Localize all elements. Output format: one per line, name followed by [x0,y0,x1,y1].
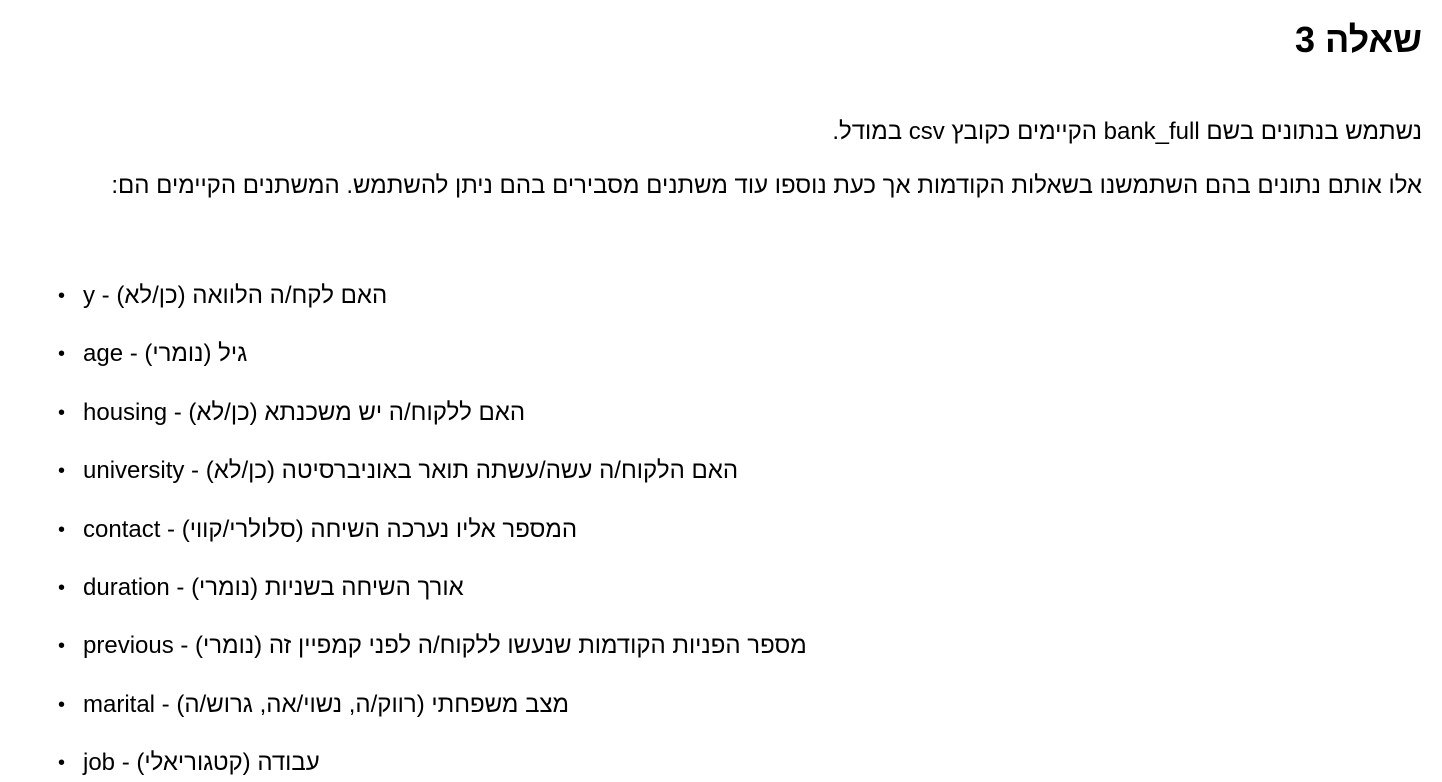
bullet-icon: • [58,401,66,424]
variable-description: contact - המספר אליו נערכה השיחה (סלולרי/קווי) [83,515,578,543]
variables-list [58,273,807,782]
list-item [58,682,807,740]
list-item [58,390,807,448]
page-title: שאלה 3 [1294,19,1422,60]
bullet-icon: • [58,752,66,775]
list-item [58,623,807,681]
bullet-icon: • [58,635,66,658]
bullet-icon: • [58,576,66,599]
bullet-icon: • [58,460,66,483]
bullet-icon: • [58,693,66,716]
list-item [58,273,807,331]
bullet-icon: • [58,285,66,307]
list-item [58,740,807,782]
bullet-icon: • [58,518,66,541]
bullet-icon: • [58,343,66,366]
list-item [58,448,807,506]
intro-paragraph: נשתמש בנתונים בשם bank_full הקיימים כקובץ csv במודל. [832,118,1422,145]
variable-description: previous - מספר הפניות הקודמות שנעשו ללקוח/ה לפני קמפיין זה (נומרי) [83,632,807,660]
variable-description: university - האם הלקוח/ה עשה/עשתה תואר באוניברסיטה (כן/לא) [83,457,739,485]
variable-description: duration - אורך השיחה בשניות (נומרי) [83,573,464,601]
variable-description: y - האם לקח/ה הלוואה (כן/לא) [83,282,388,309]
variable-description: age - גיל (נומרי) [83,340,248,368]
variable-description: job - עבודה (קטגוריאלי) [83,749,320,777]
variable-description: marital - מצב משפחתי (רווק/ה, נשוי/אה, גרוש/ה) [83,690,570,718]
variable-description: housing - האם ללקוח/ה יש משכנתא (כן/לא) [83,398,526,426]
list-item [58,565,807,623]
variables-paragraph: אלו אותם נתונים בהם השתמשנו בשאלות הקודמות אך כעת נוספו עוד משתנים מסבירים בהם ניתן להשתמש. המשתנים הקיימים הם: [111,172,1422,199]
list-item [58,331,807,389]
list-item [58,507,807,565]
